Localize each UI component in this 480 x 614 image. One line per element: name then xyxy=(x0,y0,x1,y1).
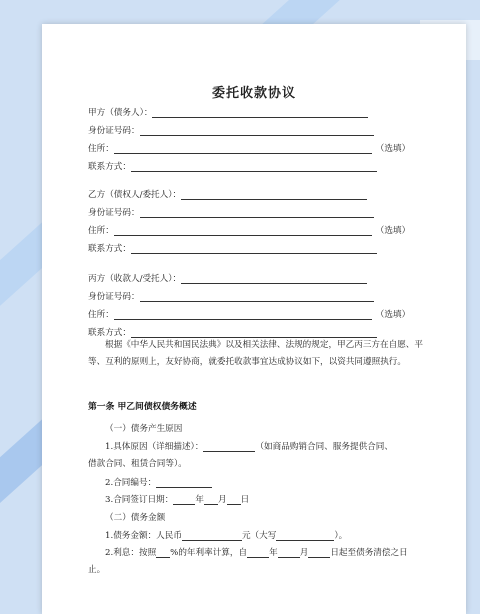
party-c-id-field[interactable] xyxy=(140,293,374,302)
party-c-name-field[interactable] xyxy=(181,275,367,284)
day-label: 日 xyxy=(240,495,250,505)
party-b-id-label: 身份证号码： xyxy=(88,208,140,218)
party-a-id-row xyxy=(88,124,374,136)
interest-rate-field[interactable] xyxy=(156,549,170,558)
party-c-contact-label: 联系方式： xyxy=(88,328,131,338)
contract-year-field[interactable] xyxy=(173,496,195,505)
party-b-contact-field[interactable] xyxy=(131,245,377,254)
party-b-id-field[interactable] xyxy=(140,209,374,218)
party-a-address-label: 住所： xyxy=(88,144,114,154)
party-b-contact-row xyxy=(88,242,377,254)
interest-year-label: 年 xyxy=(269,548,278,558)
contract-month-field[interactable] xyxy=(204,496,218,505)
party-c-heading: 丙方（收款人/受托人）： xyxy=(88,274,182,284)
interest-day-end: 日起至债务清偿之日 xyxy=(330,548,408,558)
party-a-id-label: 身份证号码： xyxy=(88,126,140,136)
item-interest-continued: 止。 xyxy=(88,565,106,575)
subsection-debt-amount: （二）债务金额 xyxy=(105,513,166,523)
party-a-contact-field[interactable] xyxy=(131,163,377,172)
party-b-name-field[interactable] xyxy=(181,191,367,200)
party-a-heading: 甲方（债务人）： xyxy=(88,108,153,118)
interest-day-field[interactable] xyxy=(308,549,330,558)
party-a-optional-note: （选填） xyxy=(375,144,411,154)
party-b-heading: 乙方（债权人/委托人）： xyxy=(88,190,182,200)
party-c-heading-row xyxy=(88,272,367,284)
party-b-address-label: 住所： xyxy=(88,226,114,236)
amount-yuan-label: 元（大写 xyxy=(241,531,277,541)
party-c-optional-note: （选填） xyxy=(375,310,411,320)
party-a-contact-label: 联系方式： xyxy=(88,162,131,172)
month-label: 月 xyxy=(217,495,227,505)
party-a-contact-row xyxy=(88,160,377,172)
contract-date-label: 3.合同签订日期： xyxy=(105,495,174,505)
party-a-id-field[interactable] xyxy=(140,127,374,136)
item-specific-cause-continued: 借款合同、租赁合同等）。 xyxy=(88,459,187,469)
party-b-optional-note: （选填） xyxy=(375,226,411,236)
subsection-debt-cause: （一）债务产生原因 xyxy=(105,424,183,434)
document-title: 委托收款协议 xyxy=(211,86,296,101)
interest-month-field[interactable] xyxy=(278,549,300,558)
party-c-id-row xyxy=(88,290,374,302)
debt-amount-uppercase-field[interactable] xyxy=(276,532,334,541)
document-page xyxy=(42,24,466,614)
item-contract-number-row xyxy=(105,476,212,488)
specific-cause-field[interactable] xyxy=(203,443,255,452)
year-label: 年 xyxy=(195,495,204,505)
party-c-address-row xyxy=(88,308,410,320)
interest-year-field[interactable] xyxy=(247,549,269,558)
party-a-heading-row xyxy=(88,106,368,118)
contract-day-field[interactable] xyxy=(227,496,241,505)
debt-amount-field[interactable] xyxy=(182,532,242,541)
party-b-address-row xyxy=(88,224,410,236)
item-specific-cause-label: 1.具体原因（详细描述）： xyxy=(105,442,204,452)
interest-rate-text: %的年利率计算，自 xyxy=(170,548,248,558)
party-c-address-label: 住所： xyxy=(88,310,114,320)
party-a-address-field[interactable] xyxy=(114,145,372,154)
party-b-heading-row xyxy=(88,188,367,200)
interest-month-label: 月 xyxy=(299,548,309,558)
intro-paragraph: 根据《中华人民共和国民法典》以及相关法律、法规的规定，甲乙丙三方在自愿、平等、互利的原则上，友好协商，就委托收款事宜达成协议如下，以资共同遵照执行。 xyxy=(88,340,423,367)
party-c-address-field[interactable] xyxy=(114,311,372,320)
item-specific-cause-examples: （如商品购销合同、服务提供合同、 xyxy=(255,442,393,452)
item-specific-cause-row xyxy=(105,440,393,452)
amount-end: ）。 xyxy=(334,531,348,541)
party-c-id-label: 身份证号码： xyxy=(88,292,140,302)
party-b-contact-label: 联系方式： xyxy=(88,244,131,254)
article-1-title: 第一条 甲乙间债权债务概述 xyxy=(88,402,197,412)
party-a-address-row xyxy=(88,142,410,154)
item-interest-row xyxy=(105,546,408,558)
interest-label: 2.利息：按照 xyxy=(105,548,157,558)
contract-number-field[interactable] xyxy=(156,479,212,488)
item-debt-amount-row xyxy=(105,529,347,541)
party-b-address-field[interactable] xyxy=(114,227,372,236)
debt-amount-label: 1.债务金额：人民币 xyxy=(105,531,182,541)
item-contract-date-row xyxy=(105,493,249,505)
contract-number-label: 2.合同编号： xyxy=(105,478,157,488)
party-b-id-row xyxy=(88,206,374,218)
party-a-name-field[interactable] xyxy=(152,109,368,118)
